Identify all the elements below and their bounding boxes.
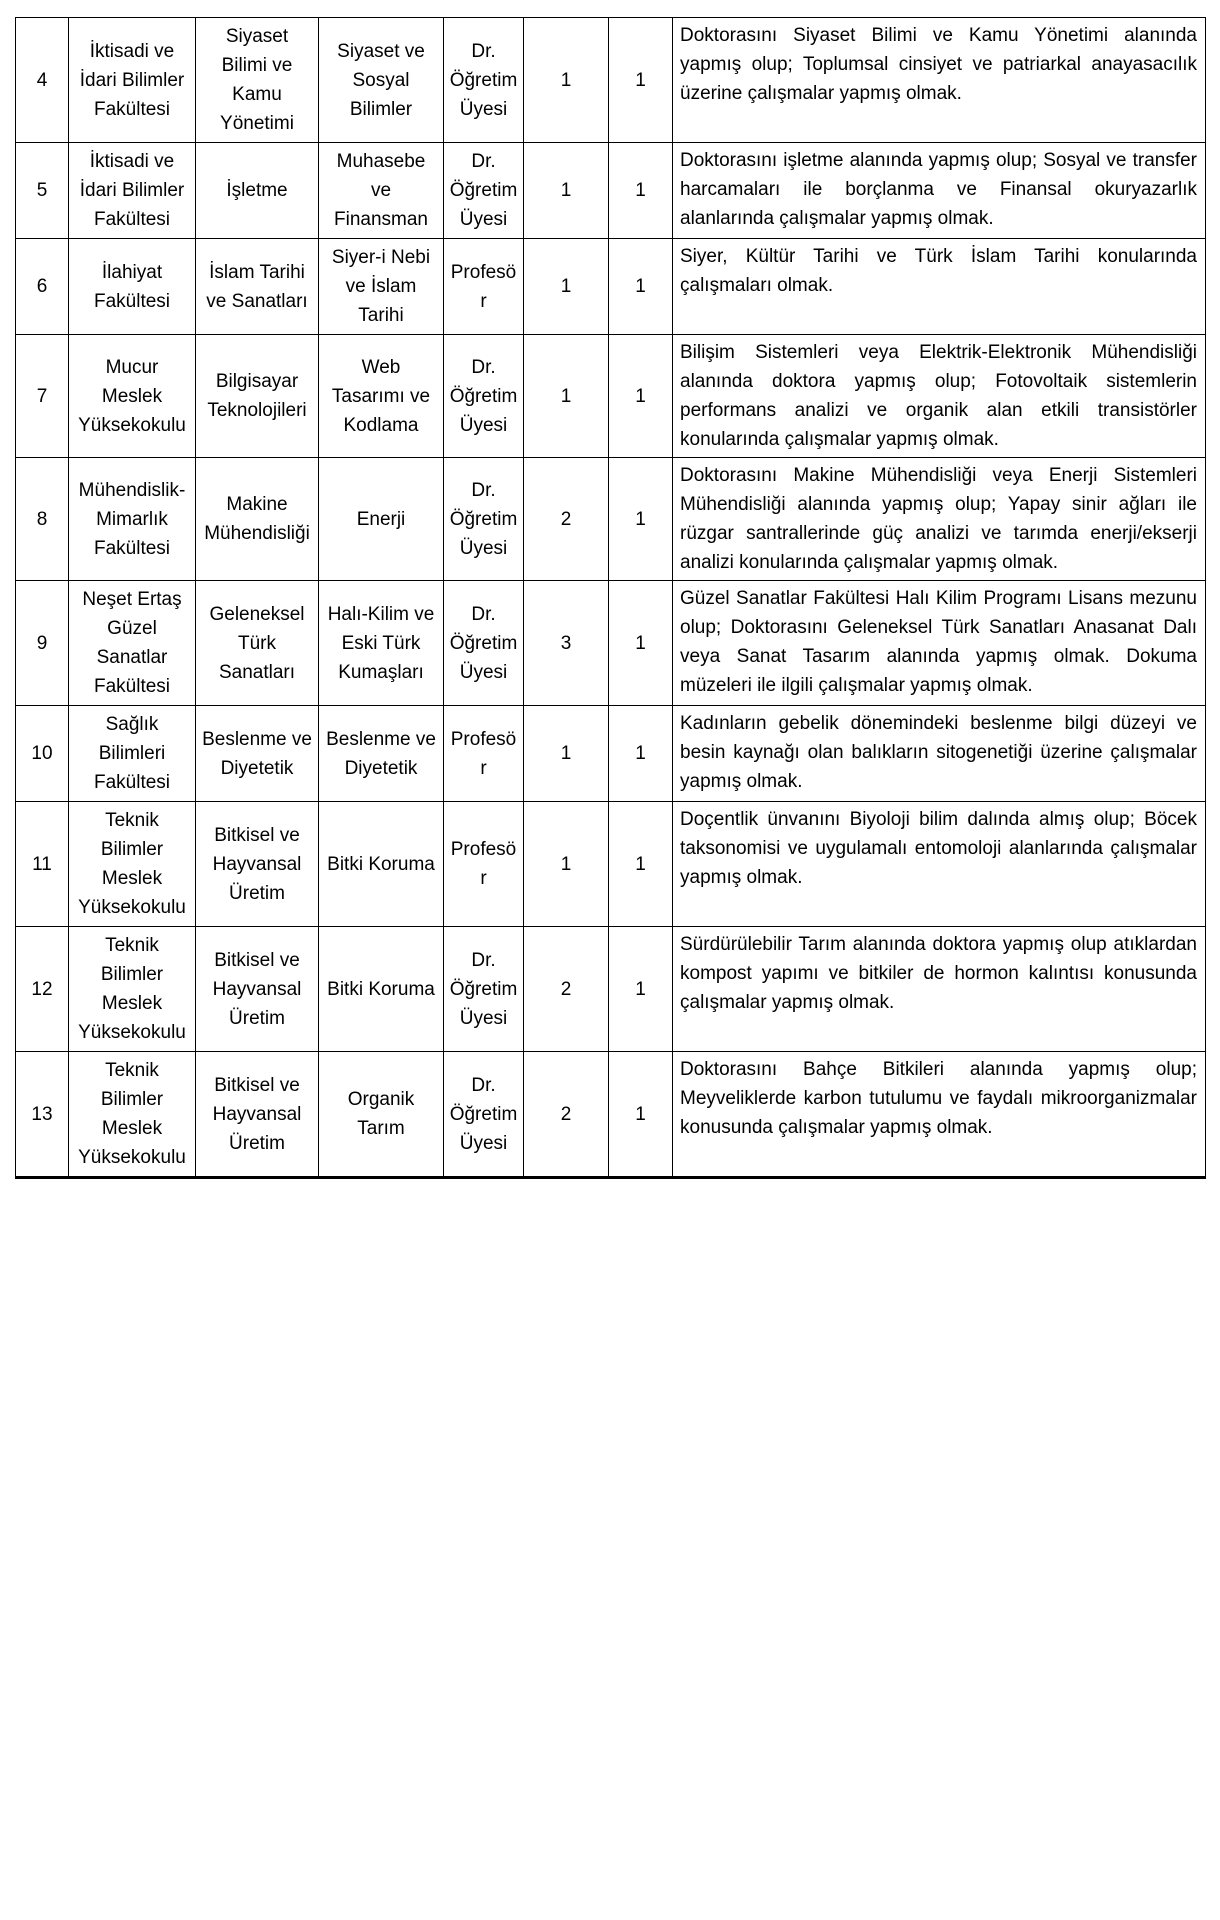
title-cell: Dr. Öğretim Üyesi <box>444 143 524 239</box>
grade-cell: 1 <box>609 1052 673 1178</box>
title-cell: Profesör <box>444 239 524 335</box>
row-number: 11 <box>16 802 69 927</box>
quota-cell: 1 <box>524 143 609 239</box>
positions-table-body <box>16 18 1206 1178</box>
faculty-cell: Mucur Meslek Yüksekokulu <box>69 335 196 458</box>
faculty-cell: İlahiyat Fakültesi <box>69 239 196 335</box>
table-row <box>16 581 1206 706</box>
row-number: 13 <box>16 1052 69 1178</box>
faculty-cell: Neşet Ertaş Güzel Sanatlar Fakültesi <box>69 581 196 706</box>
description-cell: Güzel Sanatlar Fakültesi Halı Kilim Programı Lisans mezunu olup; Doktorasını Geleneksel Türk Sanatları Anasanat Dalı veya Sanat Tasarım alanında yapmış olmak. Dokuma müzeleri ile ilgili çalışmalar yapmış olmak. <box>673 581 1206 706</box>
grade-cell: 1 <box>609 802 673 927</box>
grade-cell: 1 <box>609 581 673 706</box>
title-cell: Dr. Öğretim Üyesi <box>444 458 524 581</box>
program-cell: Siyaset ve Sosyal Bilimler <box>319 18 444 143</box>
grade-cell: 1 <box>609 927 673 1052</box>
table-row <box>16 802 1206 927</box>
department-cell: Bilgisayar Teknolojileri <box>196 335 319 458</box>
description-cell: Doktorasını Siyaset Bilimi ve Kamu Yönetimi alanında yapmış olup; Toplumsal cinsiyet ve patriarkal anayasacılık üzerine çalışmalar yapmış olmak. <box>673 18 1206 143</box>
program-cell: Siyer-i Nebi ve İslam Tarihi <box>319 239 444 335</box>
row-number: 5 <box>16 143 69 239</box>
faculty-cell: İktisadi ve İdari Bilimler Fakültesi <box>69 18 196 143</box>
row-number: 7 <box>16 335 69 458</box>
row-number: 8 <box>16 458 69 581</box>
grade-cell: 1 <box>609 18 673 143</box>
quota-cell: 1 <box>524 706 609 802</box>
department-cell: Bitkisel ve Hayvansal Üretim <box>196 927 319 1052</box>
grade-cell: 1 <box>609 458 673 581</box>
table-row <box>16 143 1206 239</box>
description-cell: Kadınların gebelik dönemindeki beslenme bilgi düzeyi ve besin kaynağı olan balıkların sitogenetiği üzerine çalışmalar yapmış olmak. <box>673 706 1206 802</box>
title-cell: Dr. Öğretim Üyesi <box>444 1052 524 1178</box>
row-number: 10 <box>16 706 69 802</box>
quota-cell: 3 <box>524 581 609 706</box>
description-cell: Siyer, Kültür Tarihi ve Türk İslam Tarihi konularında çalışmaları olmak. <box>673 239 1206 335</box>
description-cell: Doktorasını Bahçe Bitkileri alanında yapmış olup; Meyveliklerde karbon tutulumu ve faydalı mikroorganizmalar konusunda çalışmalar yapmış olmak. <box>673 1052 1206 1178</box>
grade-cell: 1 <box>609 706 673 802</box>
quota-cell: 1 <box>524 335 609 458</box>
quota-cell: 2 <box>524 458 609 581</box>
title-cell: Profesör <box>444 706 524 802</box>
row-number: 9 <box>16 581 69 706</box>
description-cell: Bilişim Sistemleri veya Elektrik-Elektronik Mühendisliği alanında doktora yapmış olup; Fotovoltaik sistemlerin performans analizi ve organik alan etkili transistörler konularında çalışmalar yapmış olmak. <box>673 335 1206 458</box>
faculty-cell: Sağlık Bilimleri Fakültesi <box>69 706 196 802</box>
quota-cell: 2 <box>524 927 609 1052</box>
program-cell: Muhasebe ve Finansman <box>319 143 444 239</box>
row-number: 6 <box>16 239 69 335</box>
department-cell: Bitkisel ve Hayvansal Üretim <box>196 802 319 927</box>
program-cell: Organik Tarım <box>319 1052 444 1178</box>
description-cell: Doktorasını Makine Mühendisliği veya Enerji Sistemleri Mühendisliği alanında yapmış olup; Yapay sinir ağları ile rüzgar santrallerinde güç analizi ve tarımda enerji/ekserji analizi konularında çalışmalar yapmış olmak. <box>673 458 1206 581</box>
department-cell: Beslenme ve Diyetetik <box>196 706 319 802</box>
grade-cell: 1 <box>609 335 673 458</box>
department-cell: Siyaset Bilimi ve Kamu Yönetimi <box>196 18 319 143</box>
quota-cell: 2 <box>524 1052 609 1178</box>
title-cell: Dr. Öğretim Üyesi <box>444 18 524 143</box>
grade-cell: 1 <box>609 143 673 239</box>
table-row <box>16 335 1206 458</box>
program-cell: Beslenme ve Diyetetik <box>319 706 444 802</box>
department-cell: Bitkisel ve Hayvansal Üretim <box>196 1052 319 1178</box>
department-cell: Geleneksel Türk Sanatları <box>196 581 319 706</box>
description-cell: Doçentlik ünvanını Biyoloji bilim dalında almış olup; Böcek taksonomisi ve uygulamalı entomoloji alanlarında çalışmalar yapmış olmak. <box>673 802 1206 927</box>
title-cell: Profesör <box>444 802 524 927</box>
positions-table <box>15 17 1206 1179</box>
faculty-cell: Mühendislik-Mimarlık Fakültesi <box>69 458 196 581</box>
row-number: 4 <box>16 18 69 143</box>
program-cell: Enerji <box>319 458 444 581</box>
program-cell: Bitki Koruma <box>319 927 444 1052</box>
department-cell: İslam Tarihi ve Sanatları <box>196 239 319 335</box>
faculty-cell: Teknik Bilimler Meslek Yüksekokulu <box>69 927 196 1052</box>
faculty-cell: İktisadi ve İdari Bilimler Fakültesi <box>69 143 196 239</box>
program-cell: Web Tasarımı ve Kodlama <box>319 335 444 458</box>
table-row <box>16 458 1206 581</box>
title-cell: Dr. Öğretim Üyesi <box>444 927 524 1052</box>
table-row <box>16 706 1206 802</box>
table-row <box>16 927 1206 1052</box>
description-cell: Sürdürülebilir Tarım alanında doktora yapmış olup atıklardan kompost yapımı ve bitkiler de hormon kalıntısı konusunda çalışmalar yapmış olmak. <box>673 927 1206 1052</box>
quota-cell: 1 <box>524 802 609 927</box>
faculty-cell: Teknik Bilimler Meslek Yüksekokulu <box>69 802 196 927</box>
title-cell: Dr. Öğretim Üyesi <box>444 581 524 706</box>
table-row <box>16 1052 1206 1178</box>
program-cell: Bitki Koruma <box>319 802 444 927</box>
department-cell: Makine Mühendisliği <box>196 458 319 581</box>
description-cell: Doktorasını işletme alanında yapmış olup; Sosyal ve transfer harcamaları ile borçlanma ve Finansal okuryazarlık alanlarında çalışmalar yapmış olmak. <box>673 143 1206 239</box>
quota-cell: 1 <box>524 18 609 143</box>
title-cell: Dr. Öğretim Üyesi <box>444 335 524 458</box>
program-cell: Halı-Kilim ve Eski Türk Kumaşları <box>319 581 444 706</box>
department-cell: İşletme <box>196 143 319 239</box>
grade-cell: 1 <box>609 239 673 335</box>
table-row <box>16 239 1206 335</box>
table-row <box>16 18 1206 143</box>
quota-cell: 1 <box>524 239 609 335</box>
row-number: 12 <box>16 927 69 1052</box>
faculty-cell: Teknik Bilimler Meslek Yüksekokulu <box>69 1052 196 1178</box>
